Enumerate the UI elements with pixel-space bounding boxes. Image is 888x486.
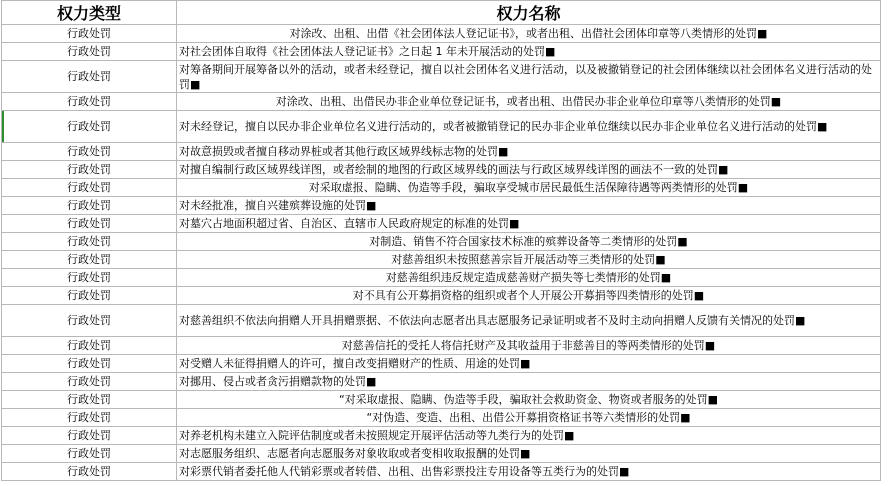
cell-type[interactable]: 行政处罚 (2, 61, 177, 93)
table-row (2, 409, 881, 427)
table-row (2, 43, 881, 61)
cell-type[interactable]: 行政处罚 (2, 251, 177, 269)
table-row (2, 305, 881, 337)
cell-type[interactable]: 行政处罚 (2, 161, 177, 179)
cell-name[interactable]: 对涂改、出租、出借民办非企业单位登记证书，或者出租、出借民办非企业单位印章等八类情形的处罚■ (177, 93, 881, 111)
table-row (2, 25, 881, 43)
table-row (2, 251, 881, 269)
table-row (2, 215, 881, 233)
cell-name[interactable]: 对慈善信托的受托人将信托财产及其收益用于非慈善目的等两类情形的处罚■ (177, 337, 881, 355)
cell-name[interactable]: 对挪用、侵占或者贪污捐赠款物的处罚■ (177, 373, 881, 391)
cell-type[interactable]: 行政处罚 (2, 25, 177, 43)
cell-name[interactable]: 对慈善组织违反规定造成慈善财产损失等七类情形的处罚■ (177, 269, 881, 287)
cell-name[interactable]: 对未经批准，擅自兴建殡葬设施的处罚■ (177, 197, 881, 215)
table-row (2, 197, 881, 215)
cell-name[interactable]: 对彩票代销者委托他人代销彩票或者转借、出租、出售彩票投注专用设备等五类行为的处罚■ (177, 463, 881, 481)
cell-name[interactable]: 对墓穴占地面积超过省、自治区、直辖市人民政府规定的标准的处罚■ (177, 215, 881, 233)
cell-type[interactable]: 行政处罚 (2, 337, 177, 355)
cell-name[interactable]: 对筹备期间开展筹备以外的活动，或者未经登记，擅自以社会团体名义进行活动，以及被撤销登记的社会团体继续以社会团体名义进行活动的处罚■ (177, 61, 881, 93)
table-row (2, 287, 881, 305)
cell-type[interactable]: 行政处罚 (2, 287, 177, 305)
cell-type[interactable]: 行政处罚 (2, 43, 177, 61)
table-row (2, 355, 881, 373)
cell-type[interactable]: 行政处罚 (2, 373, 177, 391)
table-row (2, 179, 881, 197)
cell-name[interactable]: 对未经登记，擅自以民办非企业单位名义进行活动的，或者被撤销登记的民办非企业单位继续以民办非企业单位名义进行活动的处罚■ (177, 111, 881, 143)
table-row (2, 161, 881, 179)
table-row (2, 93, 881, 111)
cell-name[interactable]: 对不具有公开募捐资格的组织或者个人开展公开募捐等四类情形的处罚■ (177, 287, 881, 305)
cell-type[interactable]: 行政处罚 (2, 93, 177, 111)
cell-type[interactable]: 行政处罚 (2, 391, 177, 409)
cell-name[interactable]: “对伪造、变造、出租、出借公开募捐资格证书等六类情形的处罚■ (177, 409, 881, 427)
table-row (2, 269, 881, 287)
cell-type[interactable]: 行政处罚 (2, 427, 177, 445)
power-list-table (1, 0, 881, 481)
cell-name[interactable]: 对慈善组织未按照慈善宗旨开展活动等三类情形的处罚■ (177, 251, 881, 269)
table-row (2, 391, 881, 409)
cell-type[interactable]: 行政处罚 (2, 233, 177, 251)
header-row (2, 1, 881, 25)
cell-name[interactable]: 对采取虚报、隐瞒、伪造等手段，骗取享受城市居民最低生活保障待遇等两类情形的处罚■ (177, 179, 881, 197)
cell-type[interactable]: 行政处罚 (2, 445, 177, 463)
header-type[interactable]: 权力类型 (2, 1, 177, 25)
table-row (2, 111, 881, 143)
cell-name[interactable]: 对志愿服务组织、志愿者向志愿服务对象收取或者变相收取报酬的处罚■ (177, 445, 881, 463)
table-row (2, 463, 881, 481)
table-row (2, 61, 881, 93)
cell-name[interactable]: “对采取虚报、隐瞒、伪造等手段，骗取社会救助资金、物资或者服务的处罚■ (177, 391, 881, 409)
table-row (2, 445, 881, 463)
table-row (2, 143, 881, 161)
cell-type[interactable]: 行政处罚 (2, 355, 177, 373)
table-row (2, 337, 881, 355)
cell-name[interactable]: 对受赠人未征得捐赠人的许可，擅自改变捐赠财产的性质、用途的处罚■ (177, 355, 881, 373)
cell-name[interactable]: 对养老机构未建立入院评估制度或者未按照规定开展评估活动等九类行为的处罚■ (177, 427, 881, 445)
cell-name[interactable]: 对慈善组织不依法向捐赠人开具捐赠票据、不依法向志愿者出具志愿服务记录证明或者不及时主动向捐赠人反馈有关情况的处罚■ (177, 305, 881, 337)
table-row (2, 233, 881, 251)
cell-type[interactable]: 行政处罚 (2, 463, 177, 481)
cell-name[interactable]: 对制造、销售不符合国家技术标准的殡葬设备等二类情形的处罚■ (177, 233, 881, 251)
cell-type[interactable]: 行政处罚 (2, 269, 177, 287)
cell-name[interactable]: 对擅自编制行政区域界线详图，或者绘制的地图的行政区域界线的画法与行政区域界线详图的画法不一致的处罚■ (177, 161, 881, 179)
cell-name[interactable]: 对社会团体自取得《社会团体法人登记证书》之日起 1 年未开展活动的处罚■ (177, 43, 881, 61)
cell-type[interactable]: 行政处罚 (2, 197, 177, 215)
cell-type[interactable]: 行政处罚 (2, 179, 177, 197)
cell-type[interactable]: 行政处罚 (2, 305, 177, 337)
cell-type[interactable]: 行政处罚 (2, 143, 177, 161)
cell-name[interactable]: 对涂改、出租、出借《社会团体法人登记证书》，或者出租、出借社会团体印章等八类情形的处罚■ (177, 25, 881, 43)
cell-name[interactable]: 对故意损毁或者擅自移动界桩或者其他行政区域界线标志物的处罚■ (177, 143, 881, 161)
cell-type[interactable]: 行政处罚 (2, 111, 177, 143)
header-name[interactable]: 权力名称 (177, 1, 881, 25)
table-row (2, 427, 881, 445)
table-row (2, 373, 881, 391)
cell-type[interactable]: 行政处罚 (2, 409, 177, 427)
cell-type[interactable]: 行政处罚 (2, 215, 177, 233)
